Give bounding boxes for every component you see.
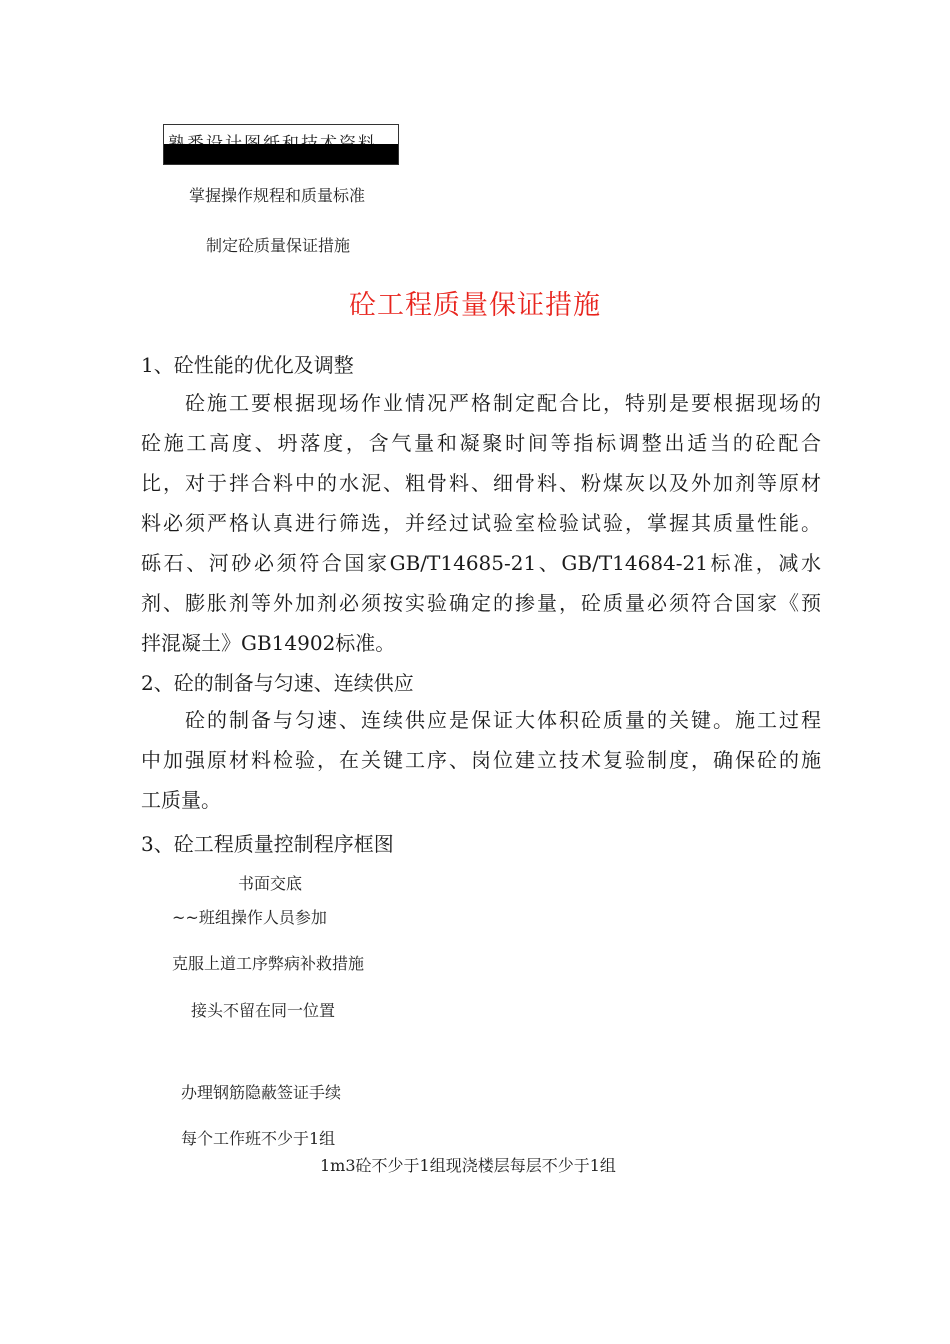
section-1-line: 砼施工要根据现场作业情况严格制定配合比，特别是要根据现场的: [185, 391, 821, 415]
top-box: [163, 124, 399, 165]
flow-note: 书面交底: [238, 874, 303, 893]
section-2-line: 中加强原材料检验，在关键工序、岗位建立技术复验制度，确保砼的施: [141, 748, 821, 772]
flow-note: 接头不留在同一位置: [191, 1001, 336, 1020]
section-1-line: 比，对于拌合料中的水泥、粗骨料、细骨料、粉煤灰以及外加剂等原材: [141, 471, 821, 495]
section-1-line: 砾石、河砂必须符合国家GB/T14685-21、GB/T14684-21标准，减水: [141, 551, 821, 575]
note-line-2: 制定砼质量保证措施: [206, 236, 351, 255]
section-1-line: 料必须严格认真进行筛选，并经过试验室检验试验，掌握其质量性能。: [141, 511, 821, 535]
flow-note: 办理钢筋隐蔽签证手续: [181, 1083, 342, 1102]
page-title: 砼工程质量保证措施: [349, 290, 601, 321]
section-1-line: 拌混凝土》GB14902标准。: [141, 631, 396, 655]
section-2-body: [141, 700, 821, 820]
redaction-bar: [164, 144, 398, 164]
flow-note: 1m3砼不少于1组现浇楼层每层不少于1组: [320, 1156, 616, 1175]
section-2-heading: 2、砼的制备与匀速、连续供应: [141, 671, 414, 695]
section-2-line: 工质量。: [141, 788, 221, 812]
section-1-line: 剂、膨胀剂等外加剂必须按实验确定的掺量，砼质量必须符合国家《预: [141, 591, 821, 615]
flow-note: 每个工作班不少于1组: [181, 1129, 336, 1148]
section-1-body: [141, 383, 821, 663]
note-line-1: 掌握操作规程和质量标准: [189, 186, 366, 205]
section-3-heading: 3、砼工程质量控制程序框图: [141, 832, 394, 856]
flow-note: ~~班组操作人员参加: [172, 908, 327, 927]
section-1-line: 砼施工高度、坍落度，含气量和凝聚时间等指标调整出适当的砼配合: [141, 431, 821, 455]
section-2-line: 砼的制备与匀速、连续供应是保证大体积砼质量的关键。施工过程: [185, 708, 821, 732]
section-1-heading: 1、砼性能的优化及调整: [141, 353, 354, 377]
flow-note: 克服上道工序弊病补救措施: [172, 954, 365, 973]
